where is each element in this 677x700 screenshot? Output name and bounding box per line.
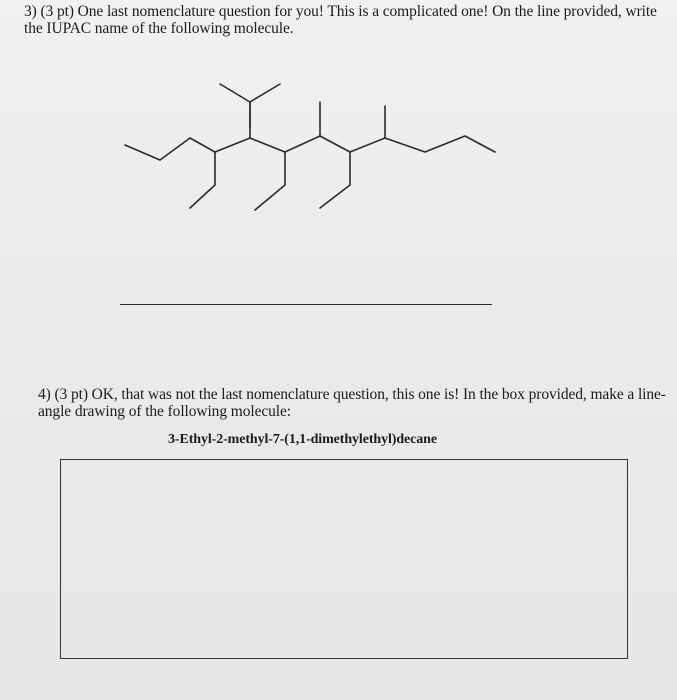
- branch-bond: [220, 84, 250, 102]
- branch-bond: [250, 84, 280, 102]
- branch-bond: [320, 152, 350, 208]
- skeletal-structure-molecule: [110, 70, 510, 230]
- branch-bond: [255, 152, 285, 210]
- compound-name: 3-Ethyl-2-methyl-7-(1,1-dimethylethyl)decane: [168, 432, 437, 447]
- question-3-prompt: 3) (3 pt) One last nomenclature question for you! This is a complicated one! On the line provided, write the IUPAC name of the following molecule.: [24, 3, 657, 37]
- main-chain-bond: [125, 136, 495, 160]
- question-4-prompt: 4) (3 pt) OK, that was not the last nomenclature question, this one is! In the box provided, make a line-angle drawing of the following molecule:: [38, 386, 666, 420]
- answer-line[interactable]: [120, 304, 492, 305]
- branch-bond: [190, 152, 215, 208]
- drawing-answer-box[interactable]: [60, 459, 628, 659]
